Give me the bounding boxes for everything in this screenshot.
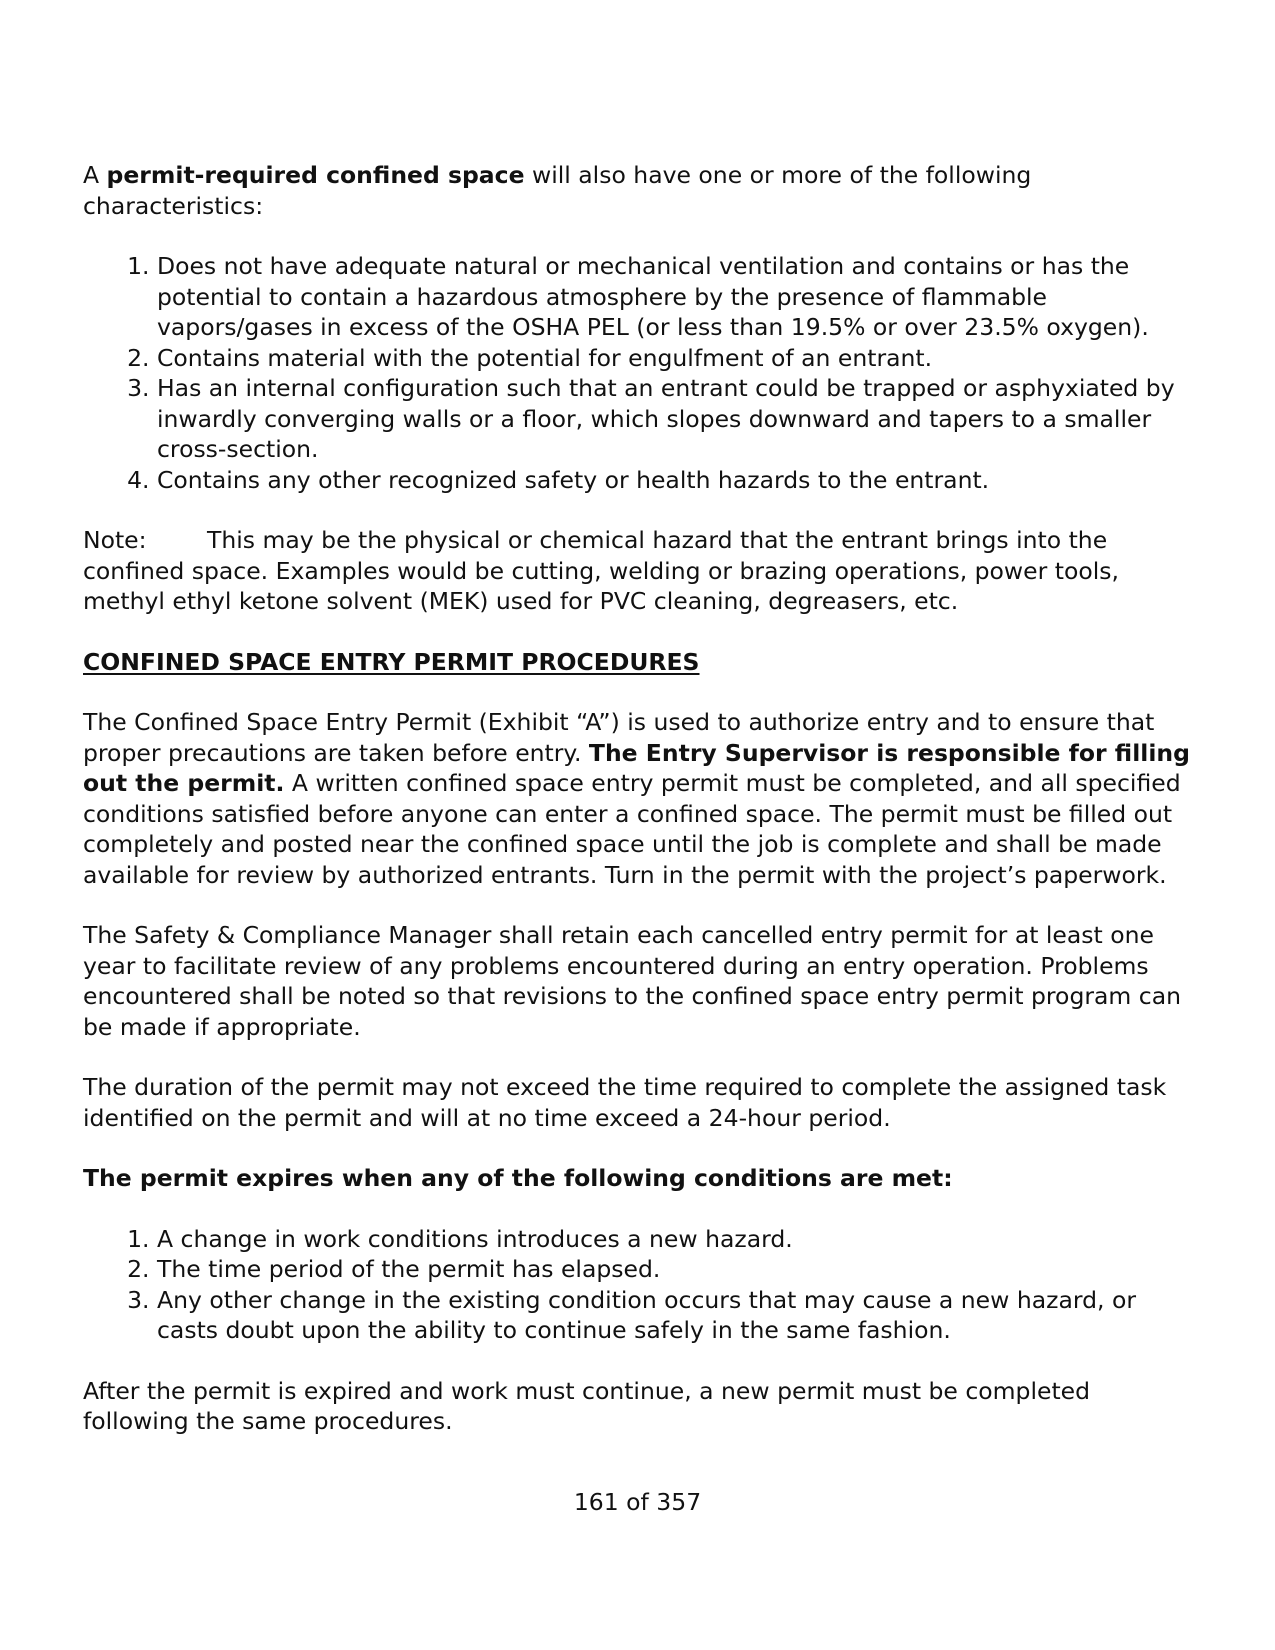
intro-suffix: will also have one or more of the following characteristics:	[83, 161, 1032, 220]
list-item: 2. The time period of the permit has elapsed.	[157, 1254, 1198, 1285]
note-paragraph	[83, 525, 1198, 617]
list-item: 1. A change in work conditions introduces a new hazard.	[157, 1224, 1198, 1255]
expiry-heading	[83, 1163, 1198, 1194]
permit-paragraph	[83, 707, 1198, 890]
list-item: 4. Contains any other recognized safety or health hazards to the entrant.	[157, 465, 1198, 496]
duration-paragraph: The duration of the permit may not exceed the time required to complete the assigned task identified on the permit and will at no time exceed a 24-hour period.	[83, 1073, 1167, 1132]
intro-prefix: A	[83, 161, 107, 189]
retention-paragraph: The Safety & Compliance Manager shall retain each cancelled entry permit for at least one year to facilitate review of any problems encountered during an entry operation. Problems encountered shall be noted so that revisions to the confined space entry permit program can be made if appropriate.	[83, 921, 1181, 1041]
permit-text-part1: The Confined Space Entry Permit (Exhibit “A”) is used to authorize entry and to ensure that proper precautions are taken before entry.	[83, 708, 1155, 767]
list-item: 2. Contains material with the potential for engulfment of an entrant.	[157, 343, 1198, 374]
intro-paragraph	[83, 160, 1198, 221]
closing-paragraph: After the permit is expired and work must continue, a new permit must be completed following the same procedures.	[83, 1376, 1091, 1435]
page-content	[83, 160, 1198, 1437]
list-item: 3. Any other change in the existing condition occurs that may cause a new hazard, or casts doubt upon the ability to continue safely in the same fashion.	[157, 1285, 1198, 1346]
permit-text-part2: A written confined space entry permit must be completed, and all specified conditions satisfied before anyone can enter a confined space. The permit must be filled out completely and posted near the confined space until the job is complete and shall be made available for review by authorized entrants. Turn in the permit with the project’s paperwork.	[83, 769, 1181, 889]
list-item: 1. Does not have adequate natural or mechanical ventilation and contains or has the potential to contain a hazardous atmosphere by the presence of flammable vapors/gases in excess of the OSHA PEL (or less than 19.5% or over 23.5% oxygen).	[157, 251, 1198, 343]
note-text: This may be the physical or chemical hazard that the entrant brings into the confined space. Examples would be cutting, welding or brazing operations, power tools, methyl ethyl ketone solvent (MEK) used for PVC cleaning, degreasers, etc.	[83, 526, 1119, 615]
intro-bold-term: permit-required confined space	[106, 161, 525, 189]
expiry-heading-text: The permit expires when any of the following conditions are met:	[83, 1164, 953, 1192]
note-label: Note:	[83, 526, 147, 554]
list-item: 3. Has an internal configuration such that an entrant could be trapped or asphyxiated by inwardly converging walls or a floor, which slopes downward and tapers to a smaller cross-section.	[157, 373, 1198, 465]
section-heading: CONFINED SPACE ENTRY PERMIT PROCEDURES	[83, 647, 700, 676]
characteristics-list	[83, 251, 1198, 495]
expiry-conditions-list	[83, 1224, 1198, 1346]
permit-bold-text: The Entry Supervisor is responsible for filling out the permit.	[83, 738, 1190, 797]
page-number: 161 of 357	[573, 1488, 702, 1516]
